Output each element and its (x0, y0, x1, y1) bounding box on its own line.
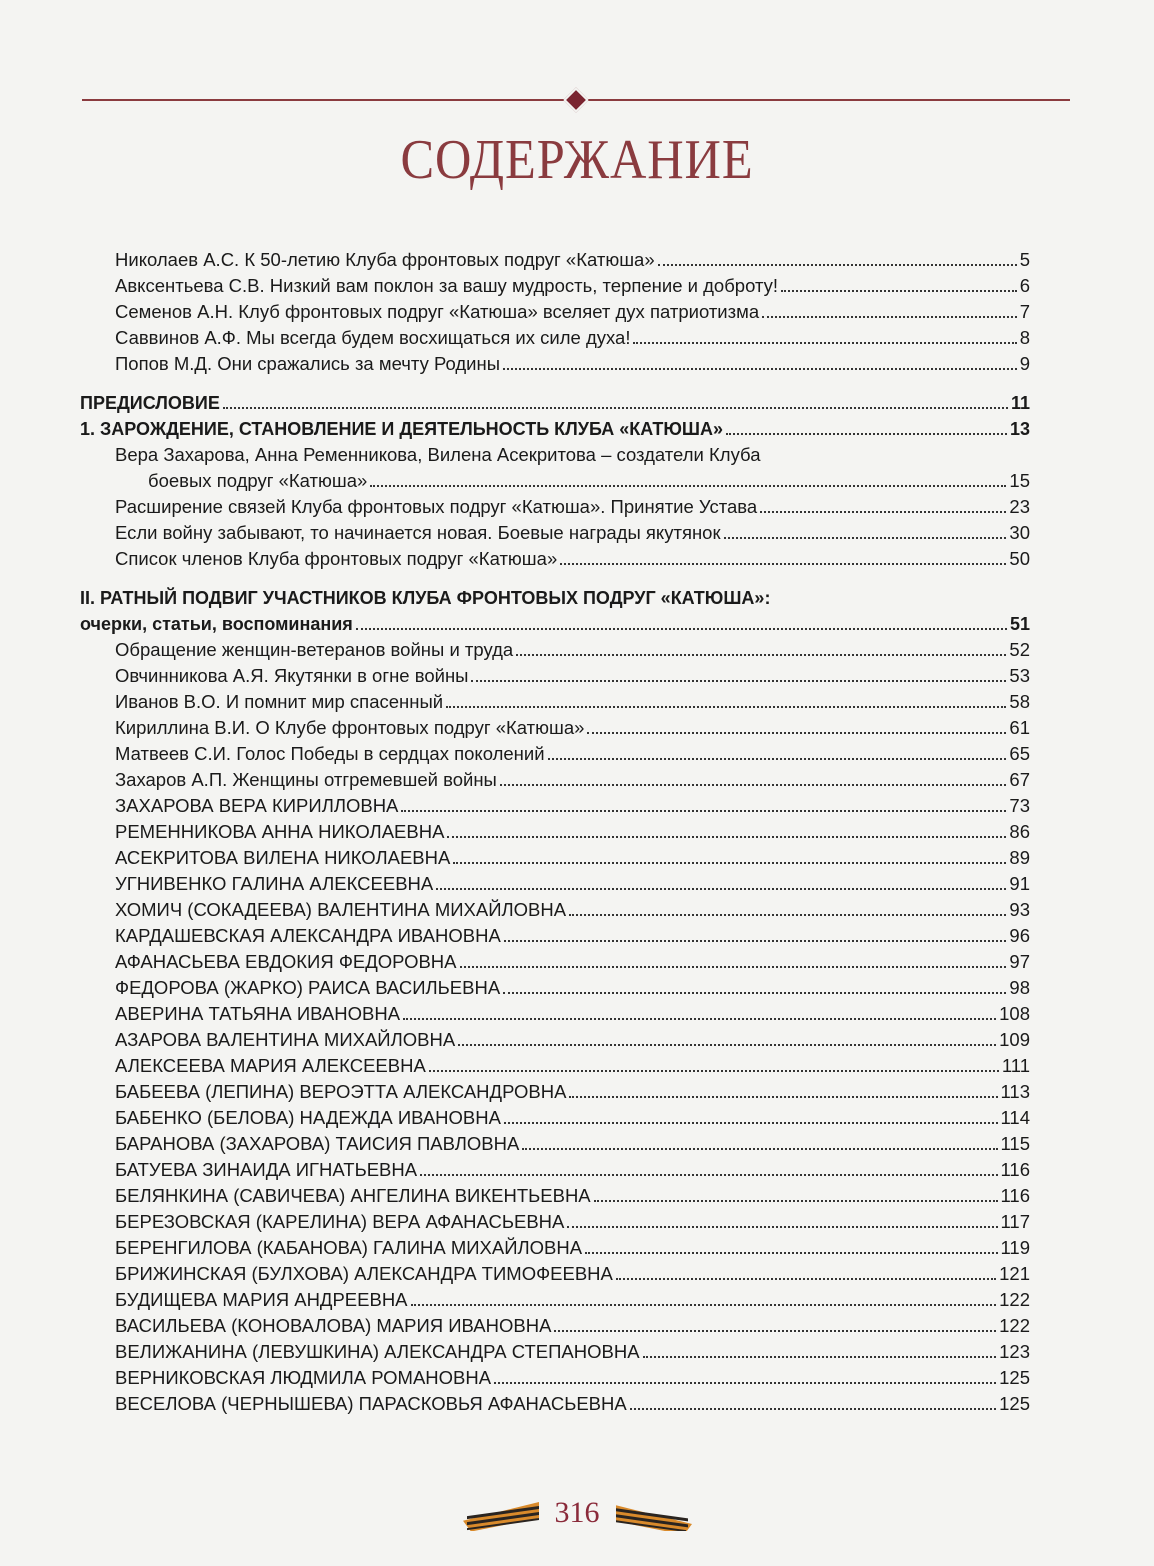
toc-entry[interactable] (80, 1209, 1030, 1235)
toc-entry-title: БАТУЕВА ЗИНАИДА ИГНАТЬЕВНА (115, 1159, 418, 1180)
dot-leader (453, 862, 1006, 864)
toc-entry-page: 115 (1000, 1133, 1030, 1154)
toc-entry[interactable] (80, 715, 1030, 741)
diamond-ornament-icon (563, 87, 588, 112)
toc-entry-title: Матвеев С.И. Голос Победы в сердцах поколений (115, 743, 545, 764)
toc-entry-title: ХОМИЧ (СОКАДЕЕВА) ВАЛЕНТИНА МИХАЙЛОВНА (115, 899, 567, 920)
toc-entry[interactable] (80, 1391, 1030, 1417)
toc-entry[interactable] (80, 299, 1030, 325)
toc-entry-title: БЕРЕНГИЛОВА (КАБАНОВА) ГАЛИНА МИХАЙЛОВНА (115, 1237, 583, 1258)
toc-entry[interactable] (80, 468, 1030, 494)
page-number: 316 (554, 1496, 600, 1529)
toc-entry[interactable] (80, 975, 1030, 1001)
toc-section-heading[interactable] (80, 611, 1030, 637)
toc-entry-page: 30 (1009, 522, 1030, 543)
toc-entry-page: 5 (1019, 249, 1030, 270)
toc-entry-title: АСЕКРИТОВА ВИЛЕНА НИКОЛАЕВНА (115, 847, 451, 868)
toc-entry-page: 108 (999, 1003, 1030, 1024)
toc-entry-title: Николаев А.С. К 50-летию Клуба фронтовых подруг «Катюша» (115, 249, 655, 270)
toc-entry-page: 125 (999, 1367, 1030, 1388)
toc-entry-title: ЗАХАРОВА ВЕРА КИРИЛЛОВНА (115, 795, 399, 816)
dot-leader (616, 1278, 996, 1280)
toc-entry[interactable] (80, 871, 1030, 897)
toc-entry[interactable] (80, 494, 1030, 520)
toc-entry[interactable] (80, 741, 1030, 767)
toc-entry-page: 61 (1009, 717, 1030, 738)
dot-leader (643, 1356, 997, 1358)
toc-entry[interactable] (80, 923, 1030, 949)
toc-entry[interactable] (80, 1313, 1030, 1339)
dot-leader (569, 1096, 997, 1098)
dot-leader (447, 836, 1006, 838)
toc-entry-page: 89 (1009, 847, 1030, 868)
st-george-ribbon-right-icon (614, 1495, 694, 1531)
dot-leader (522, 1148, 997, 1150)
toc-entry-title: Список членов Клуба фронтовых подруг «Катюша» (115, 548, 558, 569)
dot-leader (587, 732, 1006, 734)
toc-entry-page: 97 (1009, 951, 1030, 972)
toc-entry-title: БАБЕНКО (БЕЛОВА) НАДЕЖДА ИВАНОВНА (115, 1107, 501, 1128)
dot-leader (403, 1018, 996, 1020)
toc-entry-page: 113 (1000, 1081, 1030, 1102)
toc-entry[interactable] (80, 1261, 1030, 1287)
page-title: СОДЕРЖАНИЕ (400, 129, 754, 191)
toc-entry[interactable] (80, 1287, 1030, 1313)
toc-entry-title: Саввинов А.Ф. Мы всегда будем восхищаться их силе духа! (115, 327, 631, 348)
toc-entry-page: 50 (1009, 548, 1030, 569)
dot-leader (585, 1252, 997, 1254)
toc-entry-title: БРИЖИНСКАЯ (БУЛХОВА) АЛЕКСАНДРА ТИМОФЕЕВНА (115, 1263, 613, 1284)
toc-entry-page: 51 (1009, 614, 1030, 634)
toc-entry-page: 53 (1009, 665, 1030, 686)
toc-entry[interactable] (80, 949, 1030, 975)
toc-entry-title: Захаров А.П. Женщины отгремевшей войны (115, 769, 497, 790)
toc-entry-title: КАРДАШЕВСКАЯ АЛЕКСАНДРА ИВАНОВНА (115, 925, 501, 946)
toc-entry[interactable] (80, 351, 1030, 377)
toc-entry[interactable] (80, 325, 1030, 351)
toc-entry-title: АЛЕКСЕЕВА МАРИЯ АЛЕКСЕЕВНА (115, 1055, 426, 1076)
dot-leader (356, 628, 1007, 630)
toc-entry-title: БУДИЩЕВА МАРИЯ АНДРЕЕВНА (115, 1289, 408, 1310)
toc-entry-page: 116 (1000, 1159, 1030, 1180)
dot-leader (594, 1200, 998, 1202)
table-of-contents (80, 247, 1030, 1417)
dot-leader (560, 563, 1006, 565)
toc-entry-title: Расширение связей Клуба фронтовых подруг «Катюша». Принятие Устава (115, 496, 758, 517)
dot-leader (633, 342, 1016, 344)
st-george-ribbon-left-icon (461, 1495, 541, 1531)
dot-leader (223, 407, 1008, 409)
toc-entry-page: 125 (999, 1393, 1030, 1414)
toc-section-heading[interactable] (80, 585, 1030, 611)
toc-entry-page: 93 (1009, 899, 1030, 920)
toc-entry-page: 6 (1019, 275, 1030, 296)
dot-leader (370, 485, 1006, 487)
dot-leader (726, 433, 1007, 435)
toc-entry-title: БЕРЕЗОВСКАЯ (КАРЕЛИНА) ВЕРА АФАНАСЬЕВНА (115, 1211, 565, 1232)
toc-entry-page: 98 (1009, 977, 1030, 998)
dot-leader (762, 316, 1017, 318)
toc-entry-page: 86 (1009, 821, 1030, 842)
dot-leader (500, 784, 1007, 786)
toc-entry-page: 121 (999, 1263, 1030, 1284)
dot-leader (458, 1044, 996, 1046)
toc-entry-page: 122 (999, 1315, 1030, 1336)
toc-entry-page: 67 (1009, 769, 1030, 790)
toc-entry-page: 23 (1009, 496, 1030, 517)
toc-entry-page: 58 (1009, 691, 1030, 712)
toc-entry-page: 7 (1019, 301, 1030, 322)
toc-entry-title: Кириллина В.И. О Клубе фронтовых подруг «Катюша» (115, 717, 585, 738)
dot-leader (630, 1408, 996, 1410)
dot-leader (429, 1070, 999, 1072)
toc-entry-title: 1. ЗАРОЖДЕНИЕ, СТАНОВЛЕНИЕ И ДЕЯТЕЛЬНОСТЬ КЛУБА «КАТЮША» (80, 419, 723, 439)
page-footer (0, 1495, 1154, 1531)
toc-entry[interactable] (80, 819, 1030, 845)
toc-entry[interactable] (80, 1235, 1030, 1261)
toc-entry-title: ВАСИЛЬЕВА (КОНОВАЛОВА) МАРИЯ ИВАНОВНА (115, 1315, 552, 1336)
dot-leader (569, 914, 1006, 916)
toc-entry-title: ВЕЛИЖАНИНА (ЛЕВУШКИНА) АЛЕКСАНДРА СТЕПАНОВНА (115, 1341, 640, 1362)
toc-entry-page: 73 (1009, 795, 1030, 816)
toc-entry[interactable] (80, 1131, 1030, 1157)
dot-leader (494, 1382, 996, 1384)
toc-entry-title: РЕМЕННИКОВА АННА НИКОЛАЕВНА (115, 821, 445, 842)
toc-entry-page: 116 (1000, 1185, 1030, 1206)
toc-entry-title: ВЕРНИКОВСКАЯ ЛЮДМИЛА РОМАНОВНА (115, 1367, 492, 1388)
toc-entry-title: очерки, статьи, воспоминания (80, 614, 353, 634)
toc-entry-page: 65 (1009, 743, 1030, 764)
toc-entry-title: БАРАНОВА (ЗАХАРОВА) ТАИСИЯ ПАВЛОВНА (115, 1133, 520, 1154)
toc-entry-title: Попов М.Д. Они сражались за мечту Родины (115, 353, 501, 374)
toc-entry-page: 13 (1009, 419, 1030, 439)
toc-entry-page: 91 (1009, 873, 1030, 894)
toc-entry-page: 114 (1000, 1107, 1030, 1128)
toc-entry-page: 117 (1000, 1211, 1030, 1232)
toc-entry-page: 119 (1000, 1237, 1030, 1258)
toc-entry-title: боевых подруг «Катюша» (148, 470, 368, 491)
toc-entry-title: ПРЕДИСЛОВИЕ (80, 393, 220, 413)
dot-leader (781, 290, 1017, 292)
toc-entry[interactable] (80, 1105, 1030, 1131)
toc-entry-title: Иванов В.О. И помнит мир спасенный (115, 691, 444, 712)
dot-leader (503, 368, 1017, 370)
toc-entry-title: Обращение женщин-ветеранов войны и труда (115, 639, 514, 660)
dot-leader (504, 1122, 998, 1124)
dot-leader (401, 810, 1006, 812)
dot-leader (471, 680, 1006, 682)
toc-entry[interactable] (80, 897, 1030, 923)
toc-entry-title: II. РАТНЫЙ ПОДВИГ УЧАСТНИКОВ КЛУБА ФРОНТОВЫХ ПОДРУГ «КАТЮША»: (80, 588, 771, 608)
toc-entry-page: 8 (1019, 327, 1030, 348)
dot-leader (411, 1304, 997, 1306)
toc-entry-title: ВЕСЕЛОВА (ЧЕРНЫШЕВА) ПАРАСКОВЬЯ АФАНАСЬЕВНА (115, 1393, 627, 1414)
toc-entry[interactable] (80, 1183, 1030, 1209)
dot-leader (760, 511, 1006, 513)
toc-entry[interactable] (80, 767, 1030, 793)
toc-entry[interactable] (80, 793, 1030, 819)
toc-entry-page: 122 (999, 1289, 1030, 1310)
toc-entry[interactable] (80, 442, 1030, 468)
toc-entry[interactable] (80, 273, 1030, 299)
toc-entry[interactable] (80, 520, 1030, 546)
dot-leader (658, 264, 1017, 266)
toc-entry[interactable] (80, 1027, 1030, 1053)
dot-leader (420, 1174, 997, 1176)
toc-entry-title: Вера Захарова, Анна Ременникова, Вилена Асекритова – создатели Клуба (115, 444, 761, 465)
toc-entry-title: Овчинникова А.Я. Якутянки в огне войны (115, 665, 469, 686)
dot-leader (567, 1226, 997, 1228)
toc-entry-page: 111 (1001, 1055, 1030, 1076)
toc-entry[interactable] (80, 546, 1030, 572)
toc-entry-title: Если войну забывают, то начинается новая. Боевые награды якутянок (115, 522, 721, 543)
toc-entry[interactable] (80, 1079, 1030, 1105)
toc-entry-page: 123 (999, 1341, 1030, 1362)
dot-leader (460, 966, 1007, 968)
toc-entry-title: БЕЛЯНКИНА (САВИЧЕВА) АНГЕЛИНА ВИКЕНТЬЕВНА (115, 1185, 591, 1206)
toc-entry[interactable] (80, 1053, 1030, 1079)
toc-entry[interactable] (80, 663, 1030, 689)
toc-entry-title: Авксентьева С.В. Низкий вам поклон за вашу мудрость, терпение и доброту! (115, 275, 779, 296)
toc-entry[interactable] (80, 689, 1030, 715)
toc-entry-title: БАБЕЕВА (ЛЕПИНА) ВЕРОЭТТА АЛЕКСАНДРОВНА (115, 1081, 567, 1102)
toc-entry[interactable] (80, 637, 1030, 663)
toc-entry[interactable] (80, 1339, 1030, 1365)
toc-entry-page: 11 (1010, 393, 1030, 413)
dot-leader (503, 992, 1006, 994)
dot-leader (554, 1330, 996, 1332)
toc-section-heading[interactable] (80, 416, 1030, 442)
dot-leader (516, 654, 1006, 656)
toc-section-heading[interactable] (80, 390, 1030, 416)
toc-entry[interactable] (80, 1157, 1030, 1183)
toc-entry-title: УГНИВЕНКО ГАЛИНА АЛЕКСЕЕВНА (115, 873, 434, 894)
toc-entry-title: АФАНАСЬЕВА ЕВДОКИЯ ФЕДОРОВНА (115, 951, 457, 972)
toc-entry-page: 109 (999, 1029, 1030, 1050)
toc-entry[interactable] (80, 1001, 1030, 1027)
dot-leader (436, 888, 1006, 890)
toc-entry-page: 96 (1009, 925, 1030, 946)
toc-entry-title: ФЕДОРОВА (ЖАРКО) РАИСА ВАСИЛЬЕВНА (115, 977, 501, 998)
dot-leader (446, 706, 1006, 708)
toc-entry-page: 52 (1009, 639, 1030, 660)
dot-leader (548, 758, 1007, 760)
dot-leader (504, 940, 1007, 942)
toc-entry[interactable] (80, 247, 1030, 273)
toc-entry[interactable] (80, 1365, 1030, 1391)
toc-entry-title: Семенов А.Н. Клуб фронтовых подруг «Катюша» вселяет дух патриотизма (115, 301, 760, 322)
toc-entry-page: 9 (1019, 353, 1030, 374)
toc-entry-title: АЗАРОВА ВАЛЕНТИНА МИХАЙЛОВНА (115, 1029, 456, 1050)
toc-entry[interactable] (80, 845, 1030, 871)
dot-leader (724, 537, 1007, 539)
toc-entry-title: АВЕРИНА ТАТЬЯНА ИВАНОВНА (115, 1003, 401, 1024)
toc-entry-page: 15 (1009, 470, 1030, 491)
